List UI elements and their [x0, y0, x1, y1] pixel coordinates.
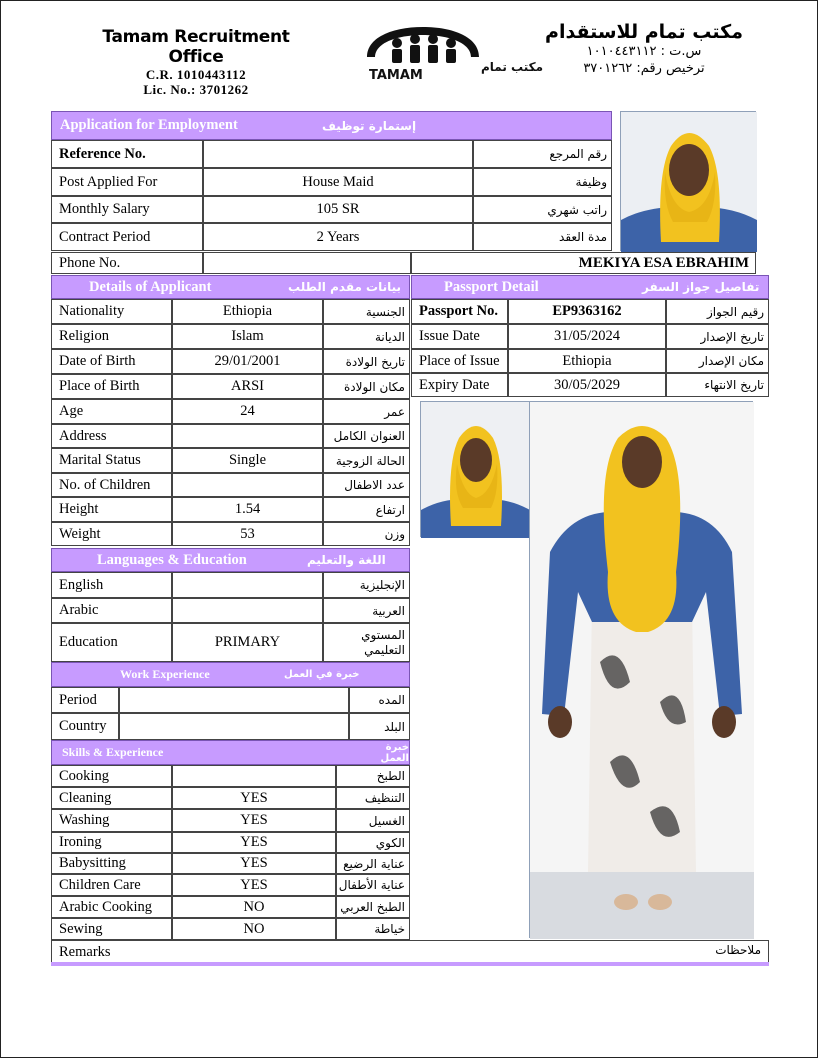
field-label-ar: الحالة الزوجية — [323, 448, 410, 473]
applicant-photo-full — [529, 401, 753, 938]
company-cr-en: C.R. 1010443112 — [145, 67, 247, 82]
phone-value — [203, 252, 411, 274]
field-label-ar: وزن — [323, 522, 410, 546]
field-label: Reference No. — [51, 140, 203, 168]
field-value: Ethiopia — [172, 299, 323, 324]
field-label: Expiry Date — [411, 373, 508, 397]
details-title-en: Details of Applicant — [89, 278, 212, 295]
field-label-ar: رقم المرجع — [473, 140, 612, 168]
field-label: Nationality — [51, 299, 172, 324]
phone-label: Phone No. — [51, 252, 203, 274]
field-label: Height — [51, 497, 172, 522]
field-label-ar: الطبخ — [336, 765, 410, 787]
company-header-ar — [541, 21, 747, 77]
field-value: 31/05/2024 — [508, 324, 666, 349]
field-value: YES — [172, 853, 336, 874]
field-label-ar: وظيفة — [473, 168, 612, 196]
field-label-ar: عدد الاطفال — [323, 473, 410, 497]
field-label: Issue Date — [411, 324, 508, 349]
field-label: English — [51, 572, 172, 598]
field-label-ar: مكان الولادة — [323, 374, 410, 399]
field-label-ar: المستوي التعليمي — [323, 623, 410, 662]
field-value: 24 — [172, 399, 323, 424]
field-label-ar: عناية الرضيع — [336, 853, 410, 874]
field-label-ar: مكان الإصدار — [666, 349, 769, 373]
field-label-ar: التنظيف — [336, 787, 410, 809]
field-label: Religion — [51, 324, 172, 349]
field-label: Ironing — [51, 832, 172, 853]
field-value: 53 — [172, 522, 323, 546]
work-title-ar: خبرة في العمل — [284, 669, 360, 680]
field-label-ar: المده — [349, 687, 410, 713]
field-label-ar: تاريخ الولادة — [323, 349, 410, 374]
application-title-ar: إستمارة توظيف — [322, 118, 417, 133]
field-label-ar: ارتفاع — [323, 497, 410, 522]
field-value — [119, 687, 349, 713]
field-label: Babysitting — [51, 853, 172, 874]
field-label-ar: العربية — [323, 598, 410, 623]
field-label-ar: عمر — [323, 399, 410, 424]
field-label: Country — [51, 713, 119, 740]
field-label-ar: الغسيل — [336, 809, 410, 832]
field-label-ar: الإنجليزية — [323, 572, 410, 598]
application-title-band — [51, 111, 612, 140]
full-body-photo-icon — [530, 402, 754, 939]
remarks-label-ar: ملاحظات — [715, 943, 761, 957]
field-label-ar: مدة العقد — [473, 223, 612, 251]
skills-title-ar: خبرة العمل — [380, 741, 409, 764]
field-label: Monthly Salary — [51, 196, 203, 223]
field-label-ar: عناية الأطفال — [336, 874, 410, 896]
field-label: Passport No. — [411, 299, 508, 324]
field-value: NO — [172, 896, 336, 918]
passport-title-ar: تفاصيل جواز السفر — [642, 280, 760, 294]
field-label: Place of Issue — [411, 349, 508, 373]
field-label: No. of Children — [51, 473, 172, 497]
field-value: 105 SR — [203, 196, 473, 223]
tamam-logo-icon — [363, 23, 544, 83]
field-label-ar: خياطة — [336, 918, 410, 940]
field-label-ar: الكوي — [336, 832, 410, 853]
field-value: 1.54 — [172, 497, 323, 522]
applicant-name: MEKIYA ESA EBRAHIM — [411, 252, 756, 274]
field-value — [119, 713, 349, 740]
field-label: Date of Birth — [51, 349, 172, 374]
company-license-ar: ترخيص رقم: ٣٧٠١٢٦٢ — [583, 61, 705, 76]
field-value: YES — [172, 832, 336, 853]
field-value: ARSI — [172, 374, 323, 399]
field-value: NO — [172, 918, 336, 940]
field-label: Education — [51, 623, 172, 662]
remarks-label: Remarks — [59, 943, 111, 960]
work-title-en: Work Experience — [120, 667, 210, 681]
field-label-ar: راتب شهري — [473, 196, 612, 223]
field-value — [172, 598, 323, 623]
field-value: YES — [172, 787, 336, 809]
field-value: YES — [172, 874, 336, 896]
field-value — [172, 572, 323, 598]
applicant-photo-top — [620, 111, 756, 251]
portrait-photo-icon — [621, 112, 757, 252]
passport-title-en: Passport Detail — [444, 278, 539, 295]
field-label: Weight — [51, 522, 172, 546]
field-label-ar: البلد — [349, 713, 410, 740]
company-name-en: Tamam Recruitment Office — [102, 27, 290, 67]
field-label-ar: تاريخ الإصدار — [666, 324, 769, 349]
field-label: Post Applied For — [51, 168, 203, 196]
work-title-band — [51, 662, 410, 687]
languages-title-ar: اللغة والتعليم — [307, 553, 386, 567]
field-label: Address — [51, 424, 172, 448]
company-header-en — [93, 27, 299, 97]
field-label-ar: الديانة — [323, 324, 410, 349]
details-title-ar: بيانات مقدم الطلب — [288, 280, 402, 294]
remarks-underline — [51, 962, 769, 966]
field-label: Place of Birth — [51, 374, 172, 399]
field-value — [172, 473, 323, 497]
field-value: 2 Years — [203, 223, 473, 251]
company-license-en: Lic. No.: 3701262 — [143, 82, 249, 97]
company-cr-ar: س.ت : ١٠١٠٤٤٣١١٢ — [586, 44, 702, 59]
field-label: Washing — [51, 809, 172, 832]
details-title-band — [51, 275, 410, 299]
field-value: Ethiopia — [508, 349, 666, 373]
passport-title-band — [411, 275, 769, 299]
application-title-en: Application for Employment — [60, 117, 238, 133]
field-label: Contract Period — [51, 223, 203, 251]
field-label-ar: الطبخ العربي — [336, 896, 410, 918]
field-value: Single — [172, 448, 323, 473]
field-label: Cleaning — [51, 787, 172, 809]
company-name-ar: مكتب تمام للاستقدام — [545, 21, 743, 43]
field-label-ar: الجنسية — [323, 299, 410, 324]
remarks-row — [51, 940, 769, 963]
field-label-ar: تاريخ الانتهاء — [666, 373, 769, 397]
languages-title-band — [51, 548, 410, 572]
field-label: Children Care — [51, 874, 172, 896]
logo-text-ar: مكتب تمام — [481, 60, 544, 74]
skills-title-en: Skills & Experience — [62, 745, 164, 759]
field-value: EP9363162 — [508, 299, 666, 324]
field-label: Arabic — [51, 598, 172, 623]
field-label: Arabic Cooking — [51, 896, 172, 918]
field-label-ar: رقيم الجواز — [666, 299, 769, 324]
field-value — [172, 424, 323, 448]
skills-title-band — [51, 740, 410, 765]
field-value: 29/01/2001 — [172, 349, 323, 374]
field-value: House Maid — [203, 168, 473, 196]
field-label: Age — [51, 399, 172, 424]
field-label: Marital Status — [51, 448, 172, 473]
field-value: 30/05/2029 — [508, 373, 666, 397]
field-label: Period — [51, 687, 119, 713]
field-value: Islam — [172, 324, 323, 349]
field-label: Sewing — [51, 918, 172, 940]
field-value: YES — [172, 809, 336, 832]
logo-text-en: TAMAM — [369, 68, 423, 83]
field-value: PRIMARY — [172, 623, 323, 662]
field-label: Cooking — [51, 765, 172, 787]
field-value — [203, 140, 473, 168]
languages-title-en: Languages & Education — [97, 551, 247, 568]
field-label-ar: العنوان الكامل — [323, 424, 410, 448]
field-value — [172, 765, 336, 787]
